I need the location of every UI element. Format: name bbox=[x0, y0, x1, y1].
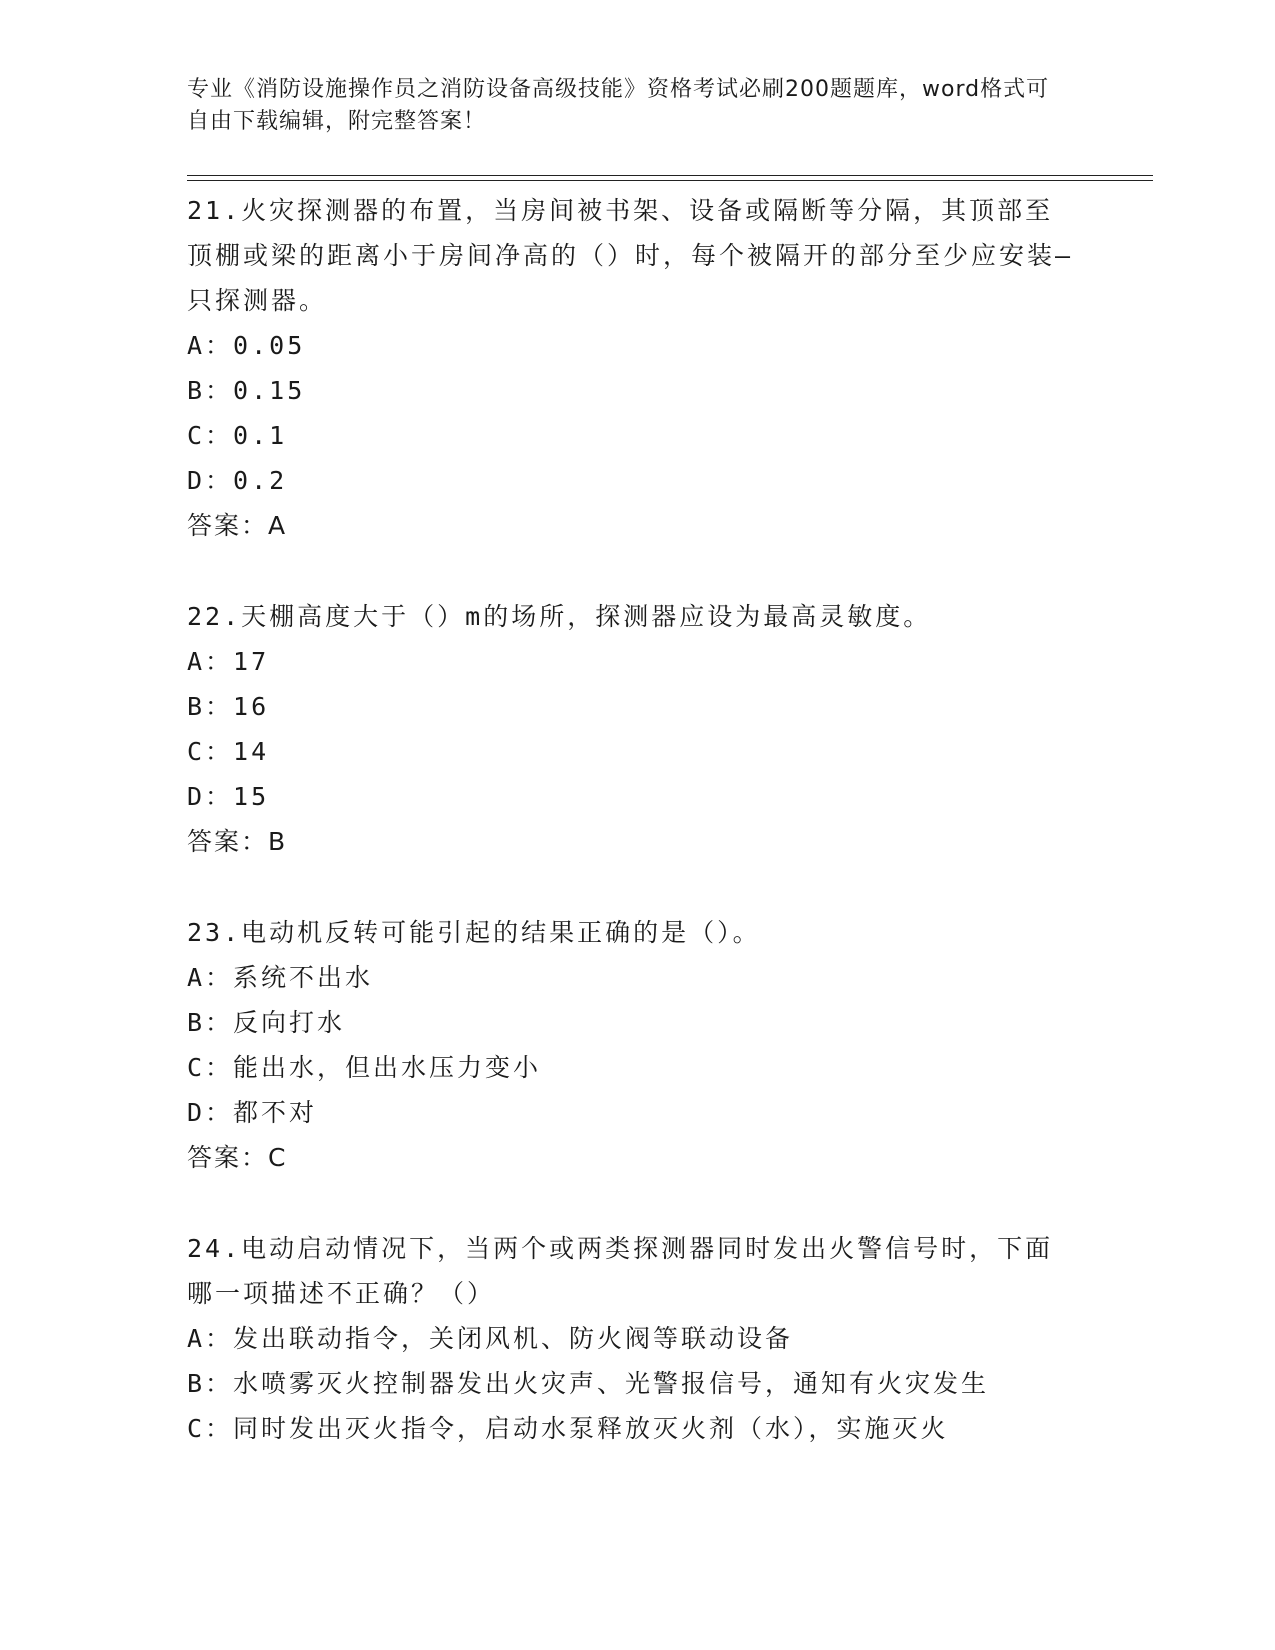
document-header: 专业《消防设施操作员之消防设备高级技能》资格考试必刷200题题库，word格式可自由下载编辑，附完整答案！ bbox=[187, 77, 1050, 134]
question-option: C：同时发出灭火指令，启动水泵释放灭火剂（水），实施灭火 bbox=[187, 1414, 949, 1443]
question-item bbox=[187, 1226, 1077, 1451]
question-option: D：15 bbox=[187, 782, 270, 811]
question-option: D：都不对 bbox=[187, 1098, 318, 1127]
question-option: A：发出联动指令，关闭风机、防火阀等联动设备 bbox=[187, 1324, 794, 1353]
question-answer: 答案：B bbox=[187, 827, 288, 856]
question-option: B：水喷雾灭火控制器发出火灾声、光警报信号，通知有火灾发生 bbox=[187, 1369, 990, 1398]
question-option: B：16 bbox=[187, 692, 270, 721]
question-item bbox=[187, 910, 1077, 1180]
question-option: C：14 bbox=[187, 737, 270, 766]
header-divider-top bbox=[187, 175, 1153, 176]
header-divider-bottom bbox=[187, 180, 1153, 181]
question-option: A：17 bbox=[187, 647, 270, 676]
question-stem: 23.电动机反转可能引起的结果正确的是（）。 bbox=[187, 918, 761, 947]
question-option: C：0.1 bbox=[187, 421, 288, 450]
question-item bbox=[187, 188, 1077, 548]
question-option: A：0.05 bbox=[187, 331, 306, 360]
question-stem: 24.电动启动情况下，当两个或两类探测器同时发出火警信号时，下面哪一项描述不正确？（） bbox=[187, 1234, 1054, 1308]
question-answer: 答案：A bbox=[187, 511, 288, 540]
question-option: A：系统不出水 bbox=[187, 963, 374, 992]
question-option: D：0.2 bbox=[187, 466, 288, 495]
question-stem: 21.火灾探测器的布置，当房间被书架、设备或隔断等分隔，其顶部至顶棚或梁的距离小于房间净高的（）时，每个被隔开的部分至少应安装—只探测器。 bbox=[187, 196, 1074, 315]
question-stem: 22.天棚高度大于（）m的场所，探测器应设为最高灵敏度。 bbox=[187, 602, 932, 631]
question-option: B：0.15 bbox=[187, 376, 306, 405]
question-option: B：反向打水 bbox=[187, 1008, 346, 1037]
question-list bbox=[187, 188, 1077, 1451]
question-option: C：能出水，但出水压力变小 bbox=[187, 1053, 542, 1082]
question-item bbox=[187, 594, 1077, 864]
question-answer: 答案：C bbox=[187, 1143, 288, 1172]
